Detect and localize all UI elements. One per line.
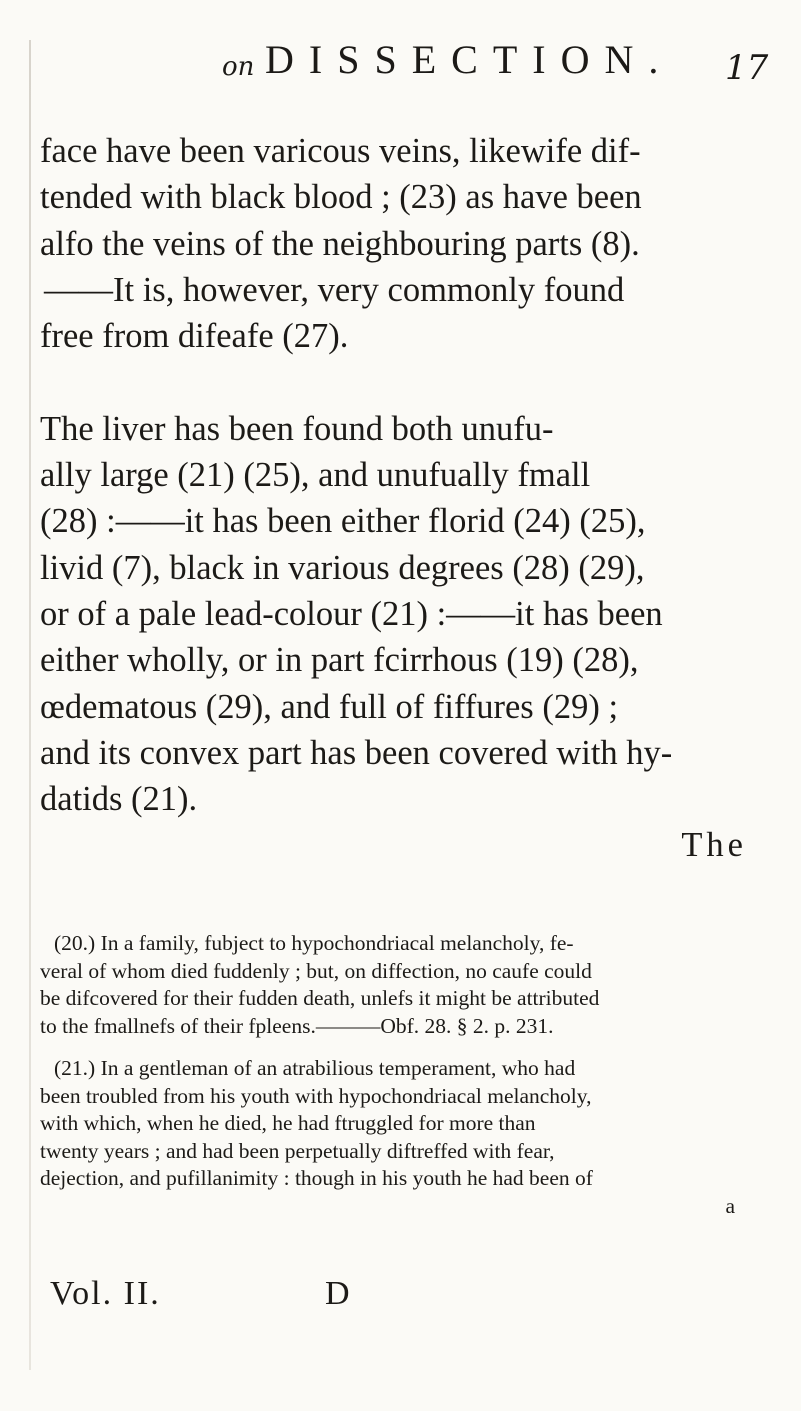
signature-mark: D <box>325 1275 350 1312</box>
main-text <box>40 128 765 869</box>
footnotes <box>40 930 775 1235</box>
signature-line <box>50 1275 550 1325</box>
text-line: alfo the veins of the neighbouring parts (8). <box>40 224 640 263</box>
paragraph-gap <box>40 359 765 405</box>
text-line: face have been varicous veins, likewife dif- <box>40 132 641 170</box>
text-line: livid (7), black in various degrees (28) (29), <box>40 548 645 587</box>
running-head-prefix: on <box>222 52 255 82</box>
text-line: ——It is, however, very commonly found <box>44 270 625 309</box>
catchword-the: The <box>681 826 747 865</box>
text-line: tended with black blood ; (23) as have been <box>40 178 642 217</box>
page-number: 17 <box>725 48 769 88</box>
text-line: free from difeafe (27). <box>40 317 349 356</box>
footnote-line: twenty years ; and had been perpetually diftreffed with fear, <box>40 1138 555 1163</box>
footnote-line: (21.) In a gentleman of an atrabilious temperament, who had <box>54 1056 576 1080</box>
footnote-line: (20.) In a family, fubject to hypochondriacal melancholy, fe- <box>54 931 574 955</box>
text-line: either wholly, or in part fcirrhous (19) (28), <box>40 641 639 680</box>
page-gutter-shadow <box>29 40 31 1370</box>
text-line: datids (21). <box>40 780 198 819</box>
footnote-line: to the fmallnefs of their fpleens.———Obf. 28. § 2. p. 231. <box>40 1013 554 1038</box>
footnote-20 <box>40 930 775 1040</box>
footnote-line: be difcovered for their fudden death, unlefs it might be attributed <box>40 986 600 1010</box>
text-line: The liver has been found both unufu- <box>40 409 554 448</box>
text-line: (28) :——it has been either florid (24) (25), <box>40 502 646 541</box>
volume-label: Vol. II. <box>50 1275 161 1312</box>
footnote-catchword: a <box>725 1193 735 1218</box>
footnote-line: dejection, and pufillanimity : though in his youth he had been of <box>40 1166 593 1190</box>
footnote-line: veral of whom died fuddenly ; but, on diffection, no caufe could <box>40 958 592 983</box>
text-line: or of a pale lead-colour (21) :——it has been <box>40 594 663 633</box>
running-head <box>40 34 780 94</box>
footnote-21 <box>40 1055 775 1220</box>
running-head-title: DISSECTION. <box>265 37 674 82</box>
text-line: ally large (21) (25), and unufually fmall <box>40 456 591 495</box>
text-line: œdematous (29), and full of fiffures (29) ; <box>40 687 619 726</box>
footnote-line: been troubled from his youth with hypochondriacal melancholy, <box>40 1083 592 1108</box>
footnote-line: with which, when he died, he had ftruggled for more than <box>40 1111 536 1135</box>
text-line: and its convex part has been covered with hy- <box>40 733 673 772</box>
